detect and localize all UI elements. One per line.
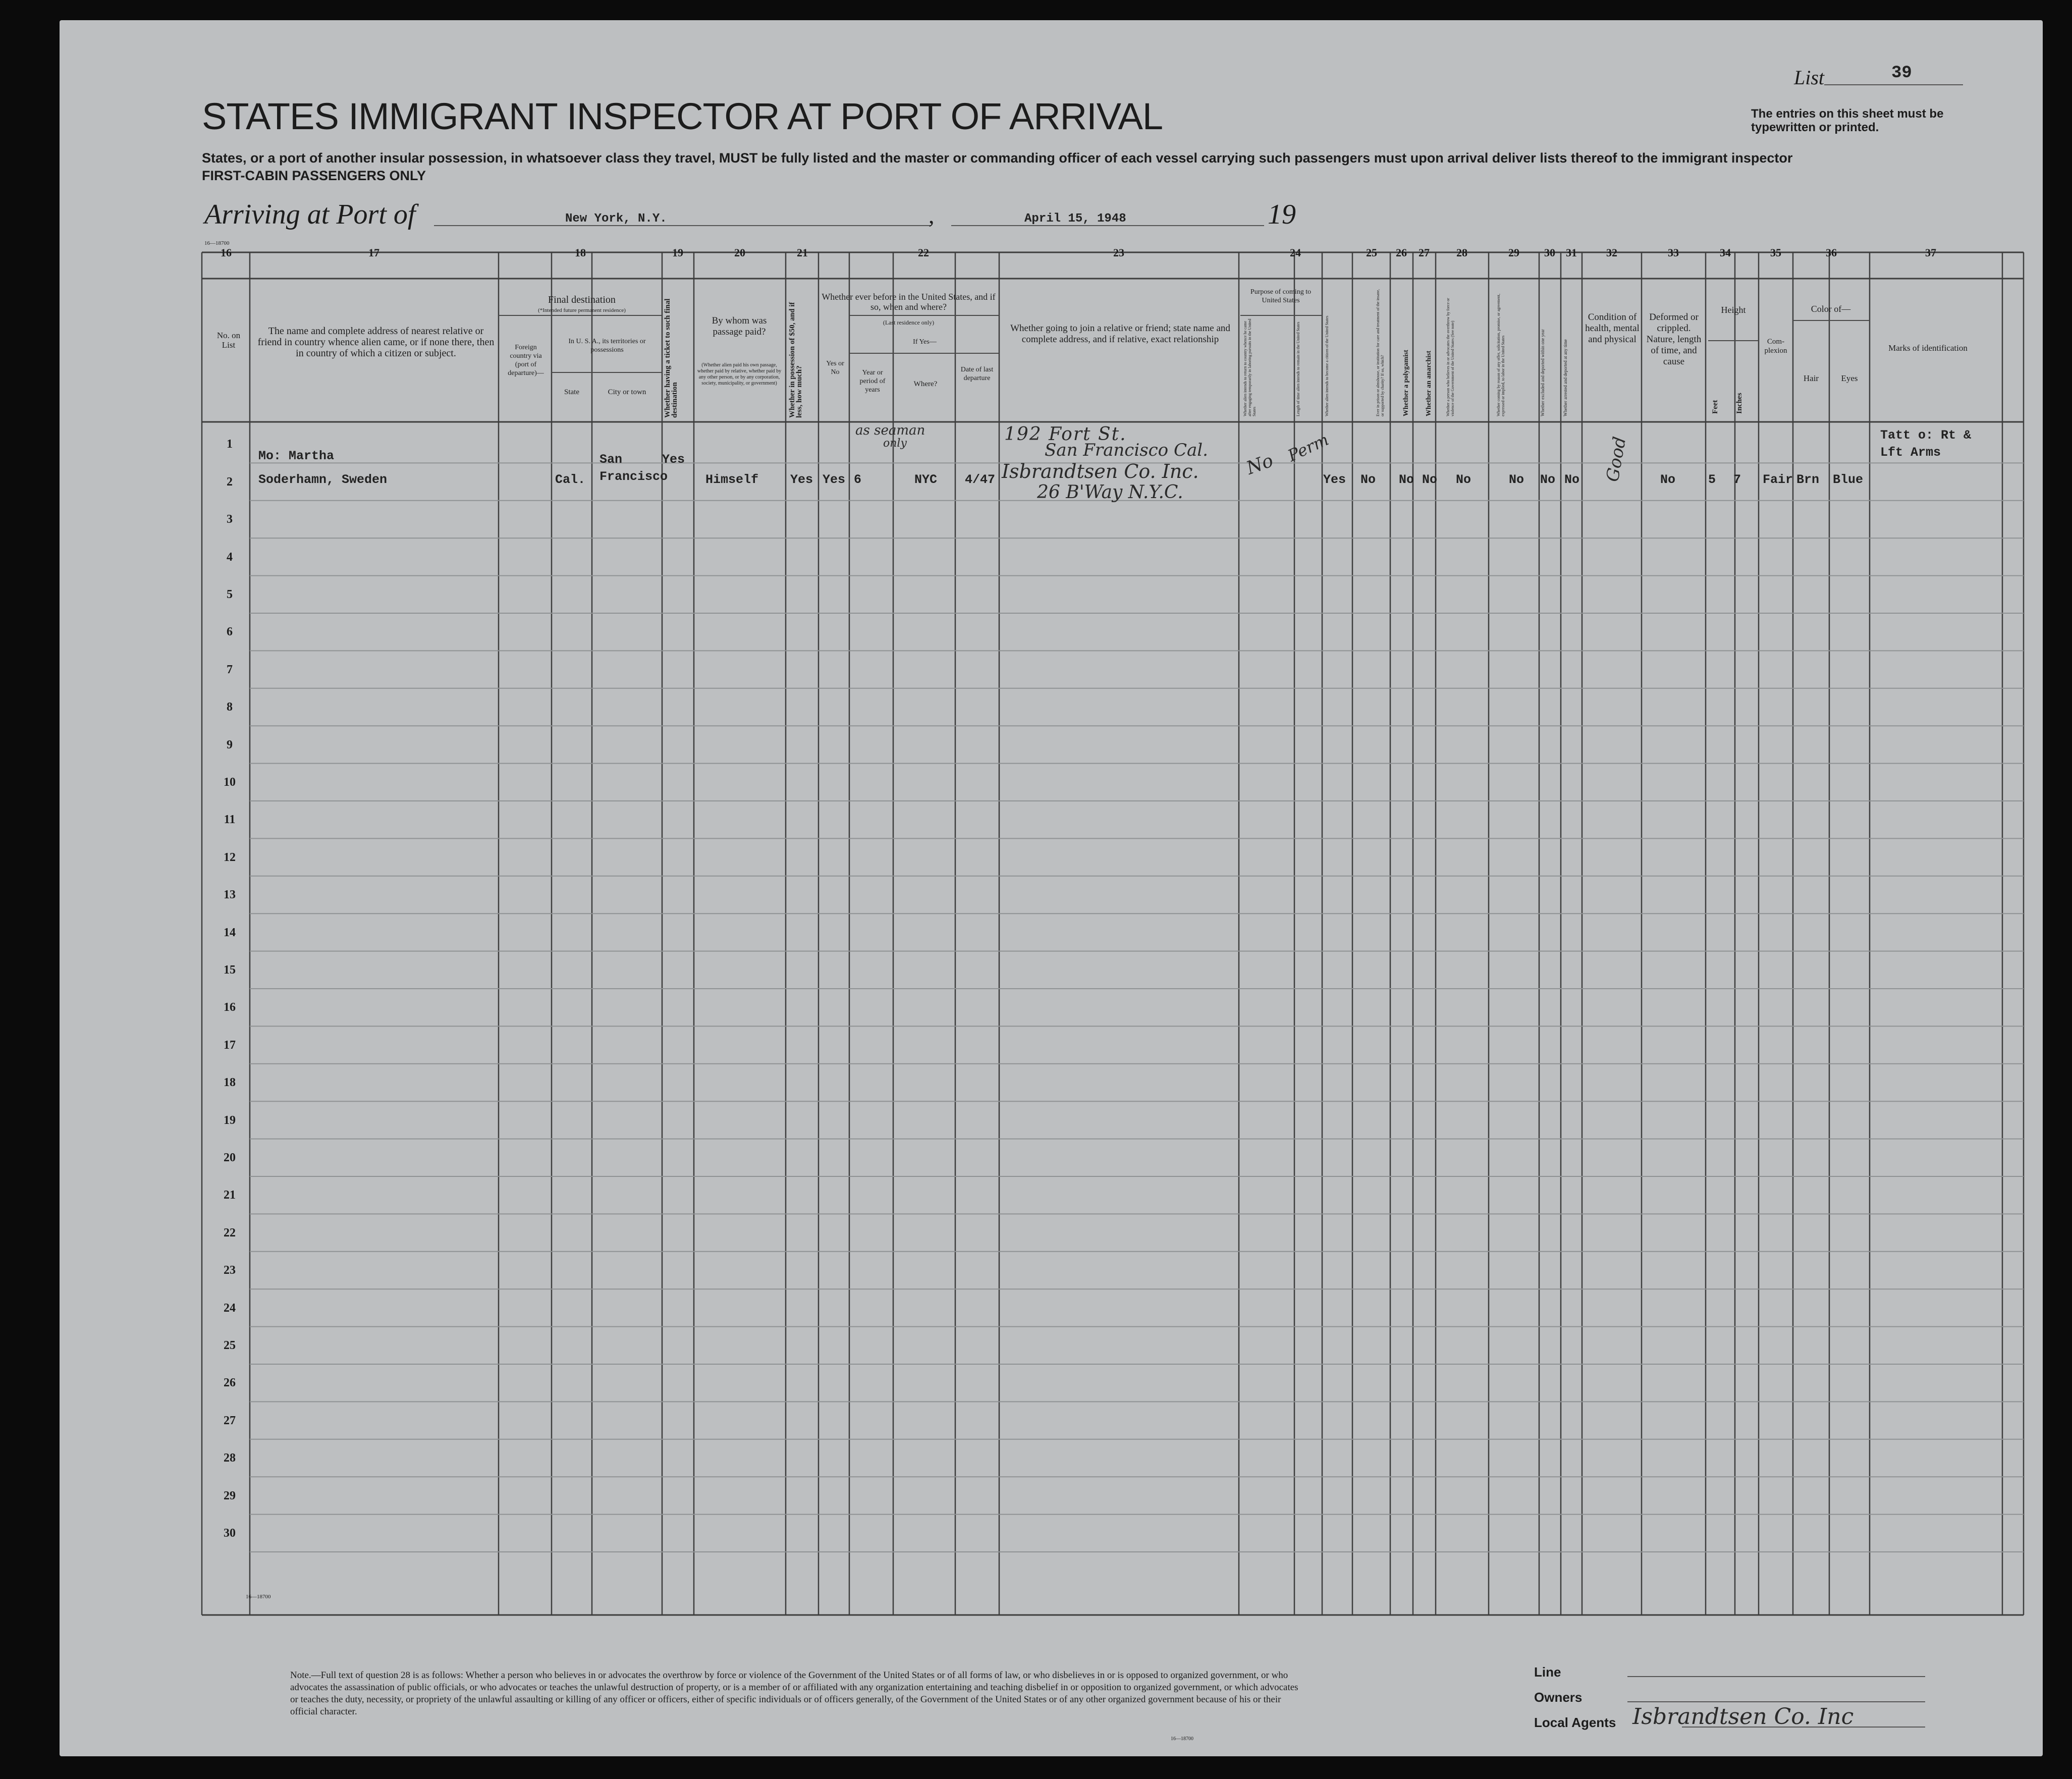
header-labor-offer: Whether coming by reason of any offer, solicitation, promise, or agreement, expressed or implied, to labor in the United States xyxy=(1496,293,1505,416)
row-number: 30 xyxy=(224,1527,236,1540)
column-number: 34 xyxy=(1720,246,1731,259)
inches-value: 7 xyxy=(1733,472,1741,487)
column-number: 28 xyxy=(1456,246,1467,259)
footer-form-code: 16—18700 xyxy=(1171,1736,1193,1742)
local-agents-value: Isbrandtsen Co. Inc xyxy=(1632,1704,1854,1730)
footnote-question-28: Note.—Full text of question 28 is as follows: Whether a person who believes in or advocates the overthrow by force or violence of the Government of the United States or of all forms of law, or who disbelieves in or is opposed to organized government, or who advocates the assassination of public officials, or who advocates or teaches the unlawful destruction of property, or is a member of or affiliated with any organization entertaining and teaching disbelief in or opposition to organized government, or which advocates or teaches the duty, necessity, or propriety of the unlawful assaulting or killing of any officer or officers, either of specific individuals or of officers generally, of the Government of the United States or of any other organized government because of his or their official character. xyxy=(290,1670,1298,1717)
destination-city-2: Francisco xyxy=(599,469,668,484)
header-deported: Whether arrested and deported at any time xyxy=(1563,339,1568,416)
departure-value: 4/47 xyxy=(965,472,996,487)
list-number: 39 xyxy=(1891,64,1912,83)
header-citizen-intent: Whether alien intends to become a citizen of the United States xyxy=(1325,315,1329,416)
header-hair: Hair xyxy=(1803,373,1819,383)
column-number: 24 xyxy=(1290,246,1301,259)
header-before-in-us: Whether ever before in the United States, and if so, when and where? xyxy=(822,292,996,312)
local-agents-label: Local Agents xyxy=(1534,1715,1616,1730)
comma: , xyxy=(929,202,935,228)
header-year-period: Year or period of years xyxy=(859,369,886,394)
row-number: 16 xyxy=(224,1001,236,1014)
row-number: 14 xyxy=(224,926,236,939)
column-number: 18 xyxy=(575,246,586,259)
header-eyes: Eyes xyxy=(1841,373,1858,383)
form-code: 16—18700 xyxy=(204,240,230,246)
header-prison: Ever in prison or almshouse, or institution for care and treatment of the insane, or supported by charity? If so, which? xyxy=(1376,289,1385,416)
column-number: 17 xyxy=(368,246,379,259)
page-title: STATES IMMIGRANT INSPECTOR AT PORT OF ARRIVAL xyxy=(202,95,1163,137)
row-number: 22 xyxy=(224,1226,236,1239)
row-number: 18 xyxy=(224,1076,236,1090)
column-number: 31 xyxy=(1566,246,1577,259)
return-mark: No xyxy=(1243,450,1276,479)
length-mark: Perm xyxy=(1284,429,1332,466)
column-number: 16 xyxy=(221,246,232,259)
row-number: 27 xyxy=(224,1414,236,1427)
row-number: 7 xyxy=(227,663,233,676)
column-number: 22 xyxy=(918,246,929,259)
join-address-2: San Francisco Cal. xyxy=(1045,440,1208,460)
health-value: Good xyxy=(1602,435,1630,483)
header-overthrow: Whether a person who believes in or advocates the overthrow by force or violence of the Government of the United States (See note) xyxy=(1446,298,1455,416)
row-number: 29 xyxy=(224,1489,236,1502)
row-number: 10 xyxy=(224,776,236,789)
where-value: NYC xyxy=(914,472,938,487)
deformed-value: No xyxy=(1660,472,1676,487)
header-last-residence: (Last residence only) xyxy=(883,319,935,326)
years-value: 6 xyxy=(854,472,862,487)
column-number: 25 xyxy=(1366,246,1377,259)
before-in-us-value: Yes xyxy=(823,472,846,487)
destination-state: Cal. xyxy=(555,472,586,487)
header-height: Height xyxy=(1721,305,1746,315)
row-number: 8 xyxy=(227,700,233,714)
join-company-address: 26 B'Way N.Y.C. xyxy=(1037,482,1183,503)
destination-city-1: San xyxy=(599,452,623,467)
ticket-value: Yes xyxy=(662,452,685,467)
row-number: 23 xyxy=(224,1264,236,1277)
header-city: City or town xyxy=(608,388,646,396)
row-number: 28 xyxy=(224,1451,236,1465)
date-value: April 15, 1948 xyxy=(1024,212,1126,226)
column-number: 29 xyxy=(1508,246,1519,259)
overthrow-value: No xyxy=(1456,472,1471,487)
row-number: 17 xyxy=(224,1038,236,1052)
header-length-of-stay: Length of time alien intends to remain in the United States xyxy=(1296,321,1300,416)
header-anarchist: Whether an anarchist xyxy=(1425,350,1433,416)
column-number: 20 xyxy=(734,246,745,259)
marks-value-1: Tatt o: Rt & xyxy=(1880,428,1972,443)
header-no-on-list: No. on List xyxy=(216,331,241,350)
typewritten-note: The entries on this sheet must be typewritten or printed. xyxy=(1751,107,1944,134)
passage-paid-value: Himself xyxy=(705,472,759,487)
column-number: 26 xyxy=(1396,246,1407,259)
column-number: 23 xyxy=(1113,246,1124,259)
citizen-value: Yes xyxy=(1323,472,1346,487)
row-number: 21 xyxy=(224,1189,236,1202)
first-cabin-label: FIRST-CABIN PASSENGERS ONLY xyxy=(202,168,426,183)
row-number: 15 xyxy=(224,963,236,977)
header-join-relative: Whether going to join a relative or friend; state name and complete address, and if relative, exact relationship xyxy=(1010,323,1230,345)
arriving-label: Arriving at Port of xyxy=(204,199,416,230)
header-has-50: Whether in possession of $50, and if less, how much? xyxy=(788,302,803,418)
header-final-destination: Final destination xyxy=(548,294,616,305)
header-return-intent: Whether alien intends to return to country whence he came after engaging temporarily in laboring pursuits in the United States xyxy=(1243,318,1257,416)
year-prefix: 19 xyxy=(1268,199,1296,230)
header-state: State xyxy=(564,388,579,396)
prison-value: No xyxy=(1360,472,1376,487)
list-label: List xyxy=(1794,66,1825,89)
row-number: 3 xyxy=(227,513,233,526)
has-50-value: Yes xyxy=(790,472,813,487)
column-number: 36 xyxy=(1826,246,1837,259)
row-number: 26 xyxy=(224,1376,236,1390)
deported-value: No xyxy=(1564,472,1580,487)
hair-value: Brn xyxy=(1796,472,1820,487)
row-number: 12 xyxy=(224,850,236,864)
row-number: 2 xyxy=(227,475,233,489)
header-complexion: Com-plexion xyxy=(1764,338,1787,355)
eyes-value: Blue xyxy=(1833,472,1864,487)
complexion-value: Fair xyxy=(1763,472,1793,487)
column-number: 19 xyxy=(672,246,683,259)
header-health: Condition of health, mental and physical xyxy=(1585,312,1640,345)
row-number: 1 xyxy=(227,438,233,451)
line-label: Line xyxy=(1534,1664,1561,1680)
labor-offer-value: No xyxy=(1509,472,1524,487)
header-deformed: Deformed or crippled. Nature, length of time, and cause xyxy=(1646,312,1702,367)
header-where: Where? xyxy=(913,380,938,388)
header-purpose: Purpose of coming to United States xyxy=(1250,288,1312,304)
header-in-usa: In U. S. A., its territories or possessions xyxy=(568,338,646,354)
years-note-1: as seaman xyxy=(855,423,925,438)
column-number: 37 xyxy=(1925,246,1936,259)
column-number: 30 xyxy=(1544,246,1555,259)
port-value: New York, N.Y. xyxy=(565,212,667,226)
row-number: 19 xyxy=(224,1113,236,1127)
header-feet: Feet xyxy=(1711,400,1719,414)
excluded-value: No xyxy=(1540,472,1556,487)
row-number: 4 xyxy=(227,550,233,564)
row-number: 20 xyxy=(224,1151,236,1164)
header-polygamist: Whether a polygamist xyxy=(1402,350,1410,416)
row-number: 5 xyxy=(227,588,233,601)
row-number: 24 xyxy=(224,1301,236,1315)
header-foreign-country: Foreign country via (port of departure)— xyxy=(508,344,544,377)
header-color-of: Color of— xyxy=(1811,304,1851,314)
column-number: 32 xyxy=(1606,246,1617,259)
column-number: 21 xyxy=(797,246,808,259)
anarchist-value: No xyxy=(1422,472,1438,487)
column-number: 27 xyxy=(1419,246,1430,259)
marks-value-2: Lft Arms xyxy=(1880,445,1941,460)
header-ticket: Whether having a ticket to such final destination xyxy=(664,298,679,418)
years-note-2: only xyxy=(883,437,907,450)
polygamist-value: No xyxy=(1399,472,1414,487)
relative-address: Soderhamn, Sweden xyxy=(258,472,388,487)
relative-name: Mo: Martha xyxy=(258,449,335,463)
header-marks: Marks of identification xyxy=(1888,343,1968,353)
column-number: 33 xyxy=(1668,246,1679,259)
header-departure-date: Date of last departure xyxy=(960,366,994,382)
header-if-yes: If Yes— xyxy=(913,338,937,346)
owners-label: Owners xyxy=(1534,1690,1583,1705)
form-code-bottom: 16—18700 xyxy=(246,1594,271,1600)
header-final-destination-sub: (*Intended future permanent residence) xyxy=(538,307,626,313)
feet-value: 5 xyxy=(1708,472,1716,487)
row-number: 11 xyxy=(224,813,236,827)
column-number: 35 xyxy=(1770,246,1781,259)
row-number: 6 xyxy=(227,625,233,639)
join-company: Isbrandtsen Co. Inc. xyxy=(1002,460,1199,482)
instructions-text: States, or a port of another insular possession, in whatsoever class they travel, MUST be fully listed and the master or commanding officer of each vessel carrying such passengers must upon arrival deliver lists thereof to the immigrant inspector xyxy=(202,150,1793,166)
join-address-1: 192 Fort St. xyxy=(1004,424,1127,445)
row-number: 9 xyxy=(227,738,233,751)
header-inches: Inches xyxy=(1735,393,1743,414)
header-yes-no: Yes or No xyxy=(826,360,844,376)
row-number: 25 xyxy=(224,1339,236,1352)
header-excluded: Whether excluded and deported within one year xyxy=(1540,329,1545,416)
header-passage-paid: By whom was passage paid? xyxy=(712,315,767,337)
header-nearest-relative: The name and complete address of nearest relative or friend in country whence alien came, or if none there, then in country of which a citizen or subject. xyxy=(257,326,495,359)
header-passage-paid-sub: (Whether alien paid his own passage, whether paid by relative, whether paid by any other person, or by any corporation, society, municipality, or government) xyxy=(697,362,782,386)
row-number: 13 xyxy=(224,888,236,902)
